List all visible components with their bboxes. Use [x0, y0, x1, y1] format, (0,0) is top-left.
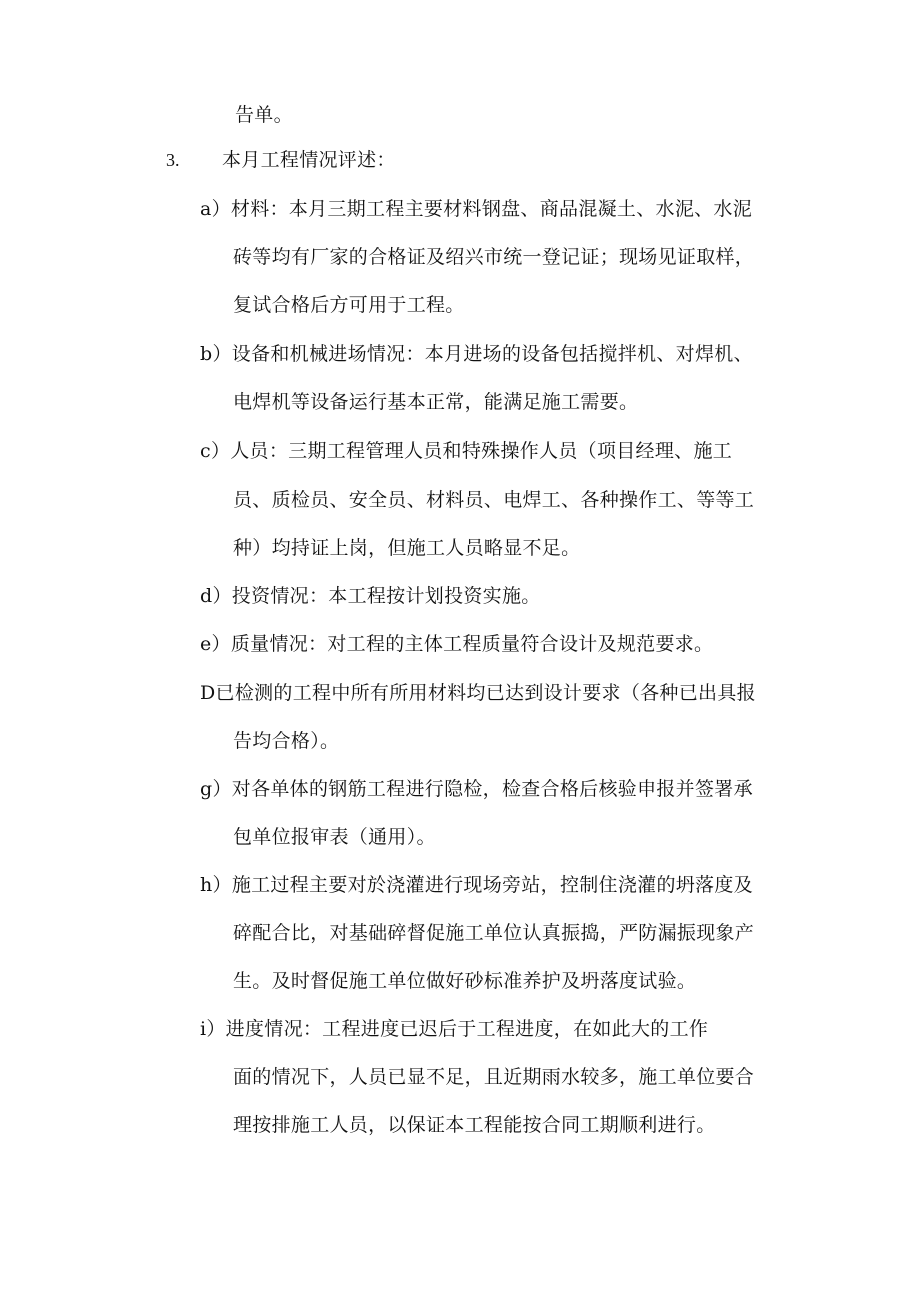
item-c-line-2: 员、质检员、安全员、材料员、电焊工、各种操作工、等等工	[233, 489, 755, 511]
item-a-line-1: a）材料：本月三期工程主要材料钢盘、商品混凝土、水泥、水泥	[200, 198, 753, 220]
item-f-line-2: 告均合格）。	[233, 730, 340, 752]
item-c-line-3: 种）均持证上岗，但施工人员略显不足。	[233, 537, 581, 559]
item-a-line-2: 砖等均有厂家的合格证及绍兴市统一登记证；现场见证取样，	[233, 246, 755, 268]
item-a-line-3: 复试合格后方可用于工程。	[233, 294, 465, 316]
item-g-line-1: g）对各单体的钢筋工程进行隐检，检查合格后核验申报并签署承	[200, 778, 753, 800]
item-i-line-1: i）进度情况：工程进度已迟后于工程进度，在如此大的工作	[200, 1018, 709, 1040]
item-d-line-1: d）投资情况：本工程按计划投资实施。	[200, 585, 541, 607]
item-c-line-1: c）人员：三期工程管理人员和特殊操作人员（项目经理、施工	[200, 440, 733, 462]
item-i-line-3: 理按排施工人员，以保证本工程能按合同工期顺利进行。	[233, 1114, 716, 1136]
section-title: 本月工程情况评述：	[222, 149, 396, 171]
item-h-line-2: 碎配合比，对基础碎督促施工单位认真振捣，严防漏振现象产	[233, 922, 755, 944]
item-f-line-1: D已检测的工程中所有所用材料均已达到设计要求（各种已出具报	[200, 682, 756, 704]
item-b-line-2: 电焊机等设备运行基本正常，能满足施工需要。	[233, 391, 639, 413]
continuation-line: 告单。	[235, 104, 293, 126]
item-g-line-2: 包单位报审表（通用）。	[233, 826, 436, 848]
item-e-line-1: e）质量情况：对工程的主体工程质量符合设计及规范要求。	[200, 633, 714, 655]
item-h-line-1: h）施工过程主要对於浇灌进行现场旁站，控制住浇灌的坍落度及	[200, 874, 753, 896]
item-h-line-3: 生。及时督促施工单位做好砂标准养护及坍落度试验。	[233, 970, 697, 992]
item-i-line-2: 面的情况下，人员已显不足，且近期雨水较多，施工单位要合	[233, 1066, 755, 1088]
item-b-line-1: b）设备和机械进场情况：本月进场的设备包括搅拌机、对焊机、	[200, 343, 753, 365]
section-number: 3.	[166, 150, 180, 170]
